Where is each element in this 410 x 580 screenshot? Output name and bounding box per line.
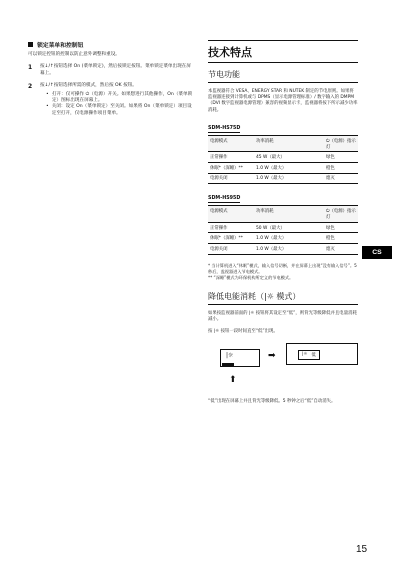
table-row <box>208 173 358 184</box>
footnotes <box>208 263 358 281</box>
osd-indicator <box>298 350 320 360</box>
bullet-item <box>46 92 193 105</box>
model-label: SDM-HS95D <box>208 196 241 202</box>
up-arrow-icon: ⬆ <box>229 375 237 386</box>
power-table <box>208 205 358 254</box>
step-number: 1 <box>28 64 33 72</box>
table-cell: 1.0 W（最大） <box>254 233 324 244</box>
language-tab: CS <box>362 246 392 259</box>
column-header: ⏻（电源）指示灯 <box>324 206 358 223</box>
low-power-instruction: 按 |☼ 按钮一段时间直至“低”出现。 <box>208 328 278 334</box>
screen-outline <box>286 343 358 365</box>
table-row <box>208 163 358 174</box>
table-cell: 熄灭 <box>324 173 358 184</box>
backlight-button-icon: |☼ <box>226 352 234 360</box>
power-table <box>208 135 358 184</box>
bullet-dot-icon: • <box>46 91 49 97</box>
table-cell: 熄灭 <box>324 243 358 254</box>
table-cell: 1.0 W（最大） <box>254 163 324 174</box>
left-column <box>28 40 193 117</box>
bullet-dot-icon: • <box>46 104 49 110</box>
backlight-button <box>222 363 234 366</box>
bullet-text: 关闭：设定 On（菜单锁定）至关闭。如果将 On（菜单锁定）项目设定至打开，仅电源操作项目菜单。 <box>51 104 192 116</box>
column-header: 功率消耗 <box>254 135 324 152</box>
low-power-subtitle: 降低电能消耗（|☼ 模式） <box>208 291 358 305</box>
table-cell: 1.0 W（最大） <box>254 173 324 184</box>
bullet-text: 打开：仅可操作 ⏻（电源）开关。如果想进行其他操作，On（菜单锁定）图标出现在屏幕上。 <box>51 91 193 104</box>
table-cell: 电源关闭 <box>208 173 254 184</box>
table-cell: 休眠*（深睡）** <box>208 233 254 244</box>
footnote: * 当计算机进入“休眠”模式，输入信号切断，并在屏幕上出现“没有输入信号”。5 秒后，监视器进入节电模式。 <box>208 262 357 274</box>
table-cell: 45 W（最大） <box>254 152 324 163</box>
step-body <box>40 83 193 117</box>
lock-section-heading <box>28 40 193 49</box>
step-number: 2 <box>28 83 33 91</box>
power-saving-subtitle: 节电功能 <box>208 69 358 83</box>
step-2 <box>28 83 193 117</box>
table-cell: 正常操作 <box>208 152 254 163</box>
osd-label: 低 <box>311 353 316 359</box>
table-cell: 1.0 W（最大） <box>254 243 324 254</box>
table-row <box>208 152 358 163</box>
button-diagram <box>208 341 358 399</box>
low-power-text: 如果按监视器前面的 |☼ 按钮将其设定至“低”，则背光等级降低并且电量消耗减小。 <box>208 310 357 322</box>
table-cell: 绿色 <box>324 222 358 233</box>
table-header-row <box>208 206 358 223</box>
table-cell: 50 W（最大） <box>254 222 324 233</box>
right-arrow-icon: ➡ <box>268 351 276 362</box>
page-title: 技术特点 <box>208 40 358 63</box>
low-power-result: “低”出现在屏幕上并且背光等级降低。5 秒钟之后“低”自动消失。 <box>208 399 336 405</box>
bullet-item <box>46 104 193 117</box>
step-1 <box>28 64 193 77</box>
column-header: 电源模式 <box>208 206 254 223</box>
lock-intro: 可以锁定控钮的控制以防止意外调整和重设。 <box>28 52 120 57</box>
right-column <box>208 40 358 405</box>
step-text: 按↓/↑按钮选择 On (菜单锁定)，然后按锁定按钮。菜单锁定菜单出现在屏幕上。 <box>40 64 191 76</box>
model-label: SDM-HS75D <box>208 125 241 131</box>
table-cell: 休眠*（深睡）** <box>208 163 254 174</box>
table-cell: 橙色 <box>324 233 358 244</box>
table-cell: 电源关闭 <box>208 243 254 254</box>
column-header: ⏻（电源）指示灯 <box>324 135 358 152</box>
footnote: ** “深睡”模式为环保机构所定义的节电模式。 <box>208 274 294 280</box>
lock-section-title: 锁定菜单和控制钮 <box>37 43 84 49</box>
page-number: 15 <box>356 544 368 555</box>
table-row <box>208 233 358 244</box>
table-cell: 绿色 <box>324 152 358 163</box>
table-cell: 橙色 <box>324 163 358 174</box>
power-saving-text: 本监视器符合 VESA、ENERGY STAR 和 NUTEK 制定的节电原则。如果将监视器连接到计算机或与 DPMS（显示电源管理标准）/ 数字输入的 DMPM（DVI 数字监视器电源管理）兼容的视频显示卡，监视器将按下所示减少功率消耗。 <box>208 89 358 113</box>
step-text: 按↓/↑按钮选择所需的模式，然后按 OK 按钮。 <box>40 83 137 89</box>
column-header: 功率消耗 <box>254 206 324 223</box>
square-bullet-icon <box>28 42 33 47</box>
step-bullets <box>40 92 193 118</box>
table-header-row <box>208 135 358 152</box>
table-row <box>208 243 358 254</box>
table-cell: 正常操作 <box>208 222 254 233</box>
table-row <box>208 222 358 233</box>
column-header: 电源模式 <box>208 135 254 152</box>
backlight-icon: |☼ <box>302 352 308 358</box>
